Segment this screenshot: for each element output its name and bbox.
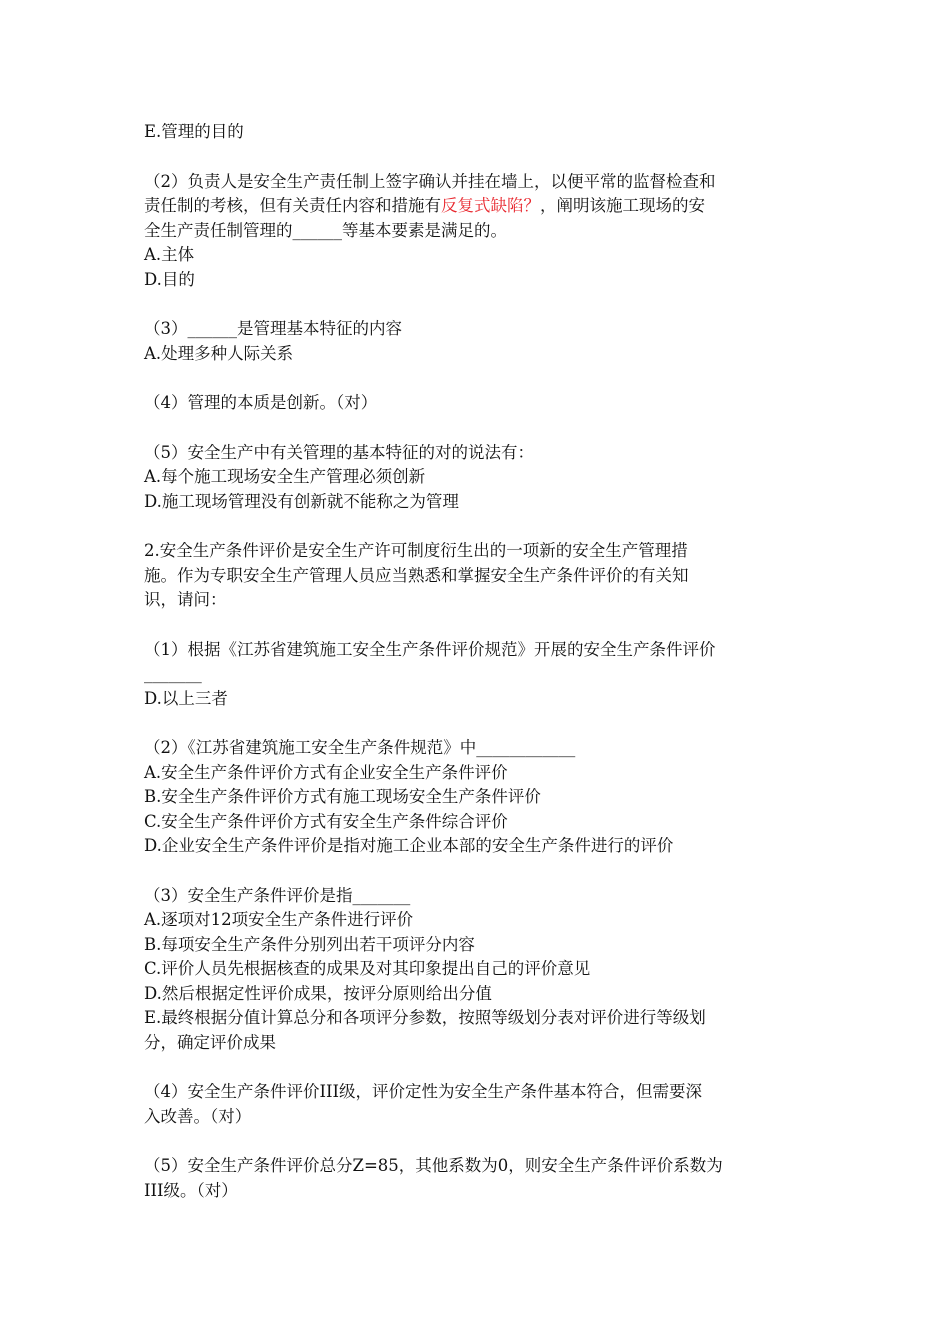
paragraph-line: 2.安全生产条件评价是安全生产许可制度衍生出的一项新的安全生产管理措 [144,541,688,560]
option-d: D.施工现场管理没有创新就不能称之为管理 [144,491,459,511]
question-2-3 [144,884,814,1056]
option-d: D.然后根据定性评价成果，按评分原则给出分值 [144,983,492,1003]
question-text: 全生产责任制管理的______等基本要素是满足的。 [144,220,507,240]
question-text: （1）根据《江苏省建筑施工安全生产条件评价规范》开展的安全生产条件评价 [144,639,716,659]
question-1-3 [144,317,814,366]
paragraph-line: 施。作为专职安全生产管理人员应当熟悉和掌握安全生产条件评价的有关知 [144,565,689,585]
question-2-2 [144,736,814,859]
question-2-4 [144,1080,814,1129]
option-a: A.每个施工现场安全生产管理必须创新 [144,467,426,486]
option-b: B.每项安全生产条件分别列出若干项评分内容 [144,934,475,954]
option-e: E.最终根据分值计算总分和各项评分参数，按照等级划分表对评价进行等级划 [144,1008,706,1027]
question-text-part: ，阐明该施工现场的安 [540,196,705,215]
option-d: D.目的 [144,269,195,289]
question-1-5 [144,441,814,515]
question-text-part: 责任制的考核，但有关责任内容和措施有 [144,196,441,215]
option-a: A.主体 [144,245,195,264]
document-page [144,120,814,1203]
question-text: 入改善。（对） [144,1106,252,1126]
option-c: C.安全生产条件评价方式有安全生产条件综合评价 [144,811,508,831]
answer-blank: _______ [144,664,202,683]
question-text: （5）安全生产中有关管理的基本特征的对的说法有： [144,442,534,462]
option-c: C.评价人员先根据核查的成果及对其印象提出自己的评价意见 [144,959,591,978]
question-text: （3）安全生产条件评价是指_______ [144,885,411,905]
question-1-4: （4）管理的本质是创新。（对） [144,393,378,412]
question-text: （2）负责人是安全生产责任制上签字确认并挂在墙上，以便平常的监督检查和 [144,171,716,191]
question-text: （2）《江苏省建筑施工安全生产条件规范》中____________ [144,738,576,757]
option-e: E.管理的目的 [144,122,244,141]
question-text [144,194,814,219]
option-a: A.安全生产条件评价方式有企业安全生产条件评价 [144,762,508,782]
option-d: D.以上三者 [144,688,228,708]
section-2-intro [144,539,814,613]
option-a: A.逐项对12项安全生产条件进行评价 [144,910,414,929]
question-text: （4）安全生产条件评价III级，评价定性为安全生产条件基本符合，但需要深 [144,1082,703,1101]
option-a: A.处理多种人际关系 [144,343,294,363]
option-e-cont: 分，确定评价成果 [144,1032,276,1052]
option-d: D.企业安全生产条件评价是指对施工企业本部的安全生产条件进行的评价 [144,836,674,855]
question-text: （3）______是管理基本特征的内容 [144,319,402,338]
question-2-1 [144,638,814,712]
question-text: III级。（对） [144,1180,238,1200]
question-1-2 [144,170,814,293]
option-b: B.安全生产条件评价方式有施工现场安全生产条件评价 [144,787,541,806]
highlighted-text: 反复式缺陷？ [441,196,540,215]
question-2-5 [144,1154,814,1203]
paragraph-line: 识，请问： [144,590,227,609]
question-text: （5）安全生产条件评价总分Z=85，其他系数为0，则安全生产条件评价系数为 [144,1156,723,1175]
